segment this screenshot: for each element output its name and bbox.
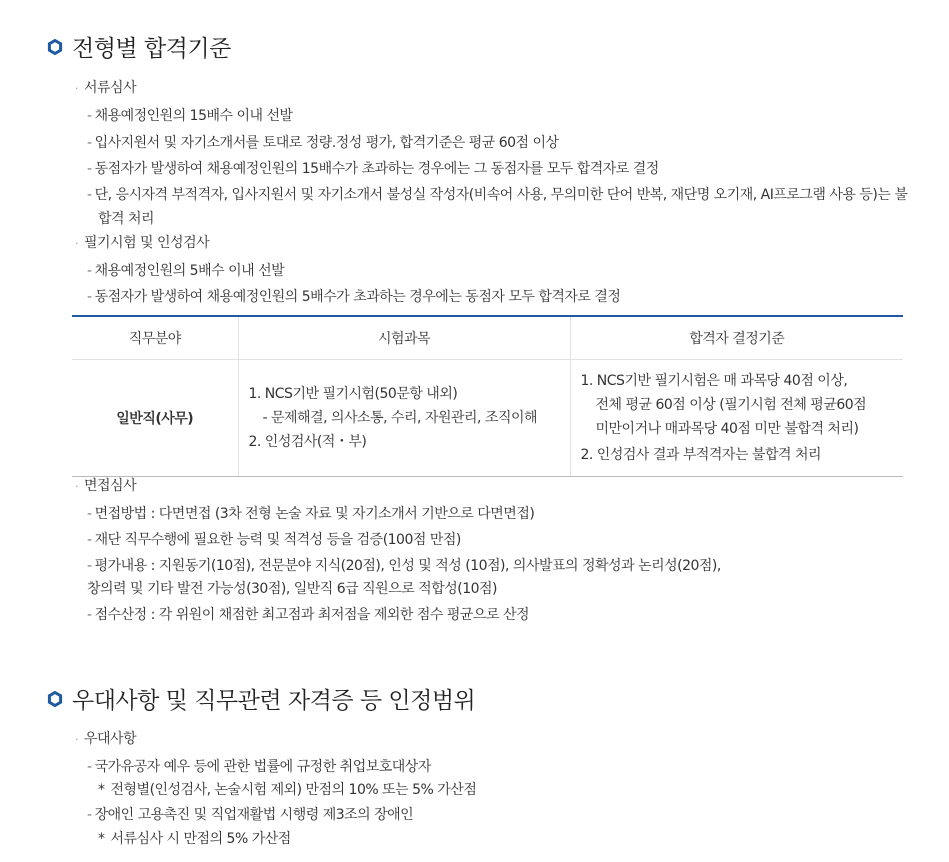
list-item-continuation [87,577,497,601]
bullet-icon: · [75,733,78,746]
dash-marker: - [87,807,92,823]
cell-subjects [238,360,570,477]
list-heading-label: 서류심사 [84,80,137,96]
list-item-text: 단, 응시자격 부적격자, 입사지원서 및 자기소개서 불성실 작성자(비속어 사용, 무의미한 단어 반복, 재단명 오기재, AI프로그램 사용 등)는 불합격 처리 [94,187,908,227]
list-heading-label: 면접심사 [84,478,137,494]
list-item-text: 국가유공자 예우 등에 관한 법률에 규정한 취업보호대상자 [94,759,431,775]
cell-job-field: 일반직(사무) [72,360,238,477]
list-item-text: 동점자가 발생하여 채용예정인원의 5배수가 초과하는 경우에는 동점자 모두 합격자로 결정 [94,289,621,305]
dash-marker: - [87,558,92,574]
bullet-icon: · [75,82,78,95]
note-item [98,827,291,851]
asterisk-marker: * [98,831,105,847]
list-item [87,755,431,779]
section-heading: 우대사항 및 직무관련 자격증 등 인정범위 [72,688,476,714]
list-item [87,554,721,578]
criteria-line: 전체 평균 60점 이상 (필기시험 전체 평균60점 [595,397,867,413]
section-title-preferences [47,682,475,715]
criteria-line: 2. 인성검사 결과 부적격자는 불합격 처리 [580,447,821,463]
dash-marker: - [87,759,92,775]
subject-line: 2. 인성검사(적・부) [248,434,367,450]
dash-marker: - [87,108,92,124]
list-item [87,285,620,309]
column-header-field: 직무분야 [72,316,238,360]
dash-marker: - [87,506,92,522]
list-item-text: 면접방법 : 다면면접 (3차 전형 논술 자료 및 자기소개서 기반으로 다면면접) [94,506,535,522]
list-item [87,157,659,181]
list-heading-label: 우대사항 [84,731,137,747]
dash-marker: - [87,263,92,279]
subject-sub-line: - 문제해결, 의사소통, 수리, 자원관리, 조직이해 [262,410,538,426]
column-header-subjects: 시험과목 [238,316,570,360]
list-item-text: 창의력 및 기타 발전 가능성(30점), 일반직 6급 직원으로 적합성(10점) [87,581,498,597]
note-item [98,778,476,802]
list-item [87,259,284,283]
note-text: 전형별(인성검사, 논술시험 제외) 만점의 10% 또는 5% 가산점 [110,782,477,798]
note-text: 서류심사 시 만점의 5% 가산점 [110,831,291,847]
list-item-text: 평가내용 : 지원동기(10점), 전문분야 지식(20점), 인성 및 적성 (10점), 의사발표의 정확성과 논리성(20점), [94,558,721,574]
list-item [87,603,529,627]
list-item-text: 동점자가 발생하여 채용예정인원의 15배수가 초과하는 경우에는 그 동점자를 모두 합격자로 결정 [94,161,659,177]
bullet-icon: · [75,480,78,493]
cell-criteria [570,360,903,477]
list-heading-written-test [75,231,209,256]
criteria-line: 미만이거나 매과목당 40점 미만 불합격 처리) [595,421,859,437]
column-header-criteria: 합격자 결정기준 [570,316,903,360]
dash-marker: - [87,289,92,305]
dash-marker: - [87,532,92,548]
list-item-text: 점수산정 : 각 위원이 채점한 최고점과 최저점을 제외한 점수 평균으로 산정 [94,607,529,623]
section-title-selection-criteria [47,30,231,63]
table-header-row [72,316,903,360]
list-heading-label: 필기시험 및 인성검사 [84,235,210,251]
list-item-text: 장애인 고용촉진 및 직업재활법 시행령 제3조의 장애인 [94,807,414,823]
list-heading-preferences [75,727,136,752]
list-item-text: 입사지원서 및 자기소개서를 토대로 정량.정성 평가, 합격기준은 평균 60점 이상 [94,135,559,151]
list-item [87,183,913,231]
table-row [72,360,903,477]
hexagon-icon [47,691,63,707]
list-item [87,502,534,526]
dash-marker: - [87,607,92,623]
dash-marker: - [87,135,92,151]
bullet-icon: · [75,237,78,250]
list-heading-interview [75,474,136,499]
criteria-table [72,315,903,477]
list-item [87,104,293,128]
dash-marker: - [87,161,92,177]
list-item-text: 재단 직무수행에 필요한 능력 및 적격성 등을 검증(100점 만점) [94,532,461,548]
list-heading-document-review [75,76,136,101]
list-item [87,131,559,155]
asterisk-marker: * [98,782,105,798]
list-item [87,528,461,552]
criteria-line: 1. NCS기반 필기시험은 매 과목당 40점 이상, [580,373,848,389]
section-heading: 전형별 합격기준 [72,36,231,62]
list-item [87,803,413,827]
hexagon-icon [47,39,63,55]
subject-line: 1. NCS기반 필기시험(50문항 내외) [248,386,458,402]
list-item-text: 채용예정인원의 5배수 이내 선발 [94,263,285,279]
list-item-text: 채용예정인원의 15배수 이내 선발 [94,108,293,124]
dash-marker: - [87,187,92,203]
